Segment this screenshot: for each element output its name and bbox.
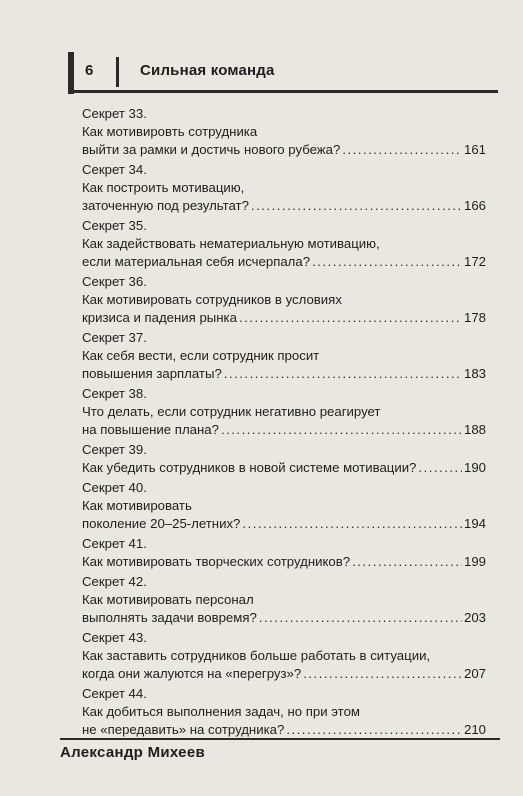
entry-title-line: Как мотивировать творческих сотрудников?	[82, 554, 351, 569]
dot-leader	[224, 365, 462, 383]
toc-entry	[82, 441, 486, 477]
entry-title-line: кризиса и падения рынка	[82, 310, 237, 325]
dot-leader	[286, 721, 462, 739]
dot-leader	[352, 553, 462, 571]
author-name: Александр Михеев	[60, 744, 205, 761]
entry-last-line	[82, 665, 486, 683]
entry-title-line: если материальная себя исчерпала?	[82, 254, 311, 269]
entry-title-line: Как мотивировать	[82, 498, 192, 513]
toc-entry	[82, 535, 486, 571]
entry-title-line: выйти за рамки и достичь нового рубежа?	[82, 142, 341, 157]
secret-label: Секрет 41.	[82, 536, 147, 551]
entry-title-line: Как задействовать нематериальную мотивацию,	[82, 236, 380, 251]
secret-label: Секрет 38.	[82, 386, 147, 401]
entry-title-line: Как построить мотивацию,	[82, 180, 245, 195]
entry-last-line	[82, 421, 486, 439]
toc-entry	[82, 105, 486, 159]
running-title: Сильная команда	[140, 62, 275, 79]
entry-last-line	[82, 609, 486, 627]
page-ref: 188	[463, 422, 486, 437]
secret-label: Секрет 44.	[82, 686, 147, 701]
page-ref: 172	[463, 254, 486, 269]
toc-entry	[82, 161, 486, 215]
entry-last-line	[82, 197, 486, 215]
entry-title-line: Как заставить сотрудников больше работать в ситуации,	[82, 648, 431, 663]
entry-title-line: Как мотивировать персонал	[82, 592, 254, 607]
page-ref: 166	[463, 198, 486, 213]
entry-title-line: Как мотивировать сотрудников в условиях	[82, 292, 342, 307]
entry-last-line	[82, 459, 486, 477]
entry-title-line: повышения зарплаты?	[82, 366, 222, 381]
secret-label: Секрет 34.	[82, 162, 147, 177]
page-ref: 183	[463, 366, 486, 381]
entry-title-line: когда они жалуются на «перегруз»?	[82, 666, 302, 681]
toc-entry	[82, 329, 486, 383]
dot-leader	[418, 459, 462, 477]
entry-last-line	[82, 141, 486, 159]
toc-entry	[82, 273, 486, 327]
dot-leader	[239, 309, 462, 327]
secret-label: Секрет 37.	[82, 330, 147, 345]
dot-leader	[259, 609, 462, 627]
dot-leader	[242, 515, 462, 533]
page-ref: 210	[463, 722, 486, 737]
entry-title-line: на повышение плана?	[82, 422, 219, 437]
entry-title-line: поколение 20–25-летних?	[82, 516, 241, 531]
header-separator	[116, 57, 119, 87]
page-ref: 178	[463, 310, 486, 325]
entry-title-line: выполнять задачи вовремя?	[82, 610, 257, 625]
entry-last-line	[82, 253, 486, 271]
page-ref: 161	[463, 142, 486, 157]
footer-rule	[60, 738, 500, 740]
page-ref: 199	[463, 554, 486, 569]
header-frame-mark	[68, 52, 74, 94]
entry-last-line	[82, 365, 486, 383]
entry-title-line: Как убедить сотрудников в новой системе мотивации?	[82, 460, 417, 475]
entry-last-line	[82, 309, 486, 327]
entry-title-line: Как добиться выполнения задач, но при этом	[82, 704, 360, 719]
toc-entry	[82, 385, 486, 439]
entry-title-line: Как мотивировть сотрудника	[82, 124, 258, 139]
entry-title-line: Что делать, если сотрудник негативно реагирует	[82, 404, 381, 419]
secret-label: Секрет 40.	[82, 480, 147, 495]
dot-leader	[312, 253, 462, 271]
entry-last-line	[82, 553, 486, 571]
entry-last-line	[82, 721, 486, 739]
page-ref: 207	[463, 666, 486, 681]
table-of-contents	[82, 105, 486, 741]
entry-title-line: заточенную под результат?	[82, 198, 249, 213]
secret-label: Секрет 36.	[82, 274, 147, 289]
secret-label: Секрет 35.	[82, 218, 147, 233]
toc-entry	[82, 685, 486, 739]
page-number: 6	[85, 62, 94, 79]
page-ref: 194	[463, 516, 486, 531]
entry-title-line: Как себя вести, если сотрудник просит	[82, 348, 320, 363]
page-ref: 203	[463, 610, 486, 625]
dot-leader	[251, 197, 462, 215]
page-ref: 190	[463, 460, 486, 475]
toc-entry	[82, 217, 486, 271]
toc-entry	[82, 479, 486, 533]
toc-entry	[82, 573, 486, 627]
running-header	[0, 0, 523, 96]
entry-title-line: не «передавить» на сотрудника?	[82, 722, 285, 737]
entry-last-line	[82, 515, 486, 533]
toc-entry	[82, 629, 486, 683]
secret-label: Секрет 39.	[82, 442, 147, 457]
header-rule	[68, 90, 498, 93]
dot-leader	[303, 665, 462, 683]
dot-leader	[342, 141, 462, 159]
secret-label: Секрет 33.	[82, 106, 147, 121]
secret-label: Секрет 43.	[82, 630, 147, 645]
secret-label: Секрет 42.	[82, 574, 147, 589]
dot-leader	[221, 421, 462, 439]
